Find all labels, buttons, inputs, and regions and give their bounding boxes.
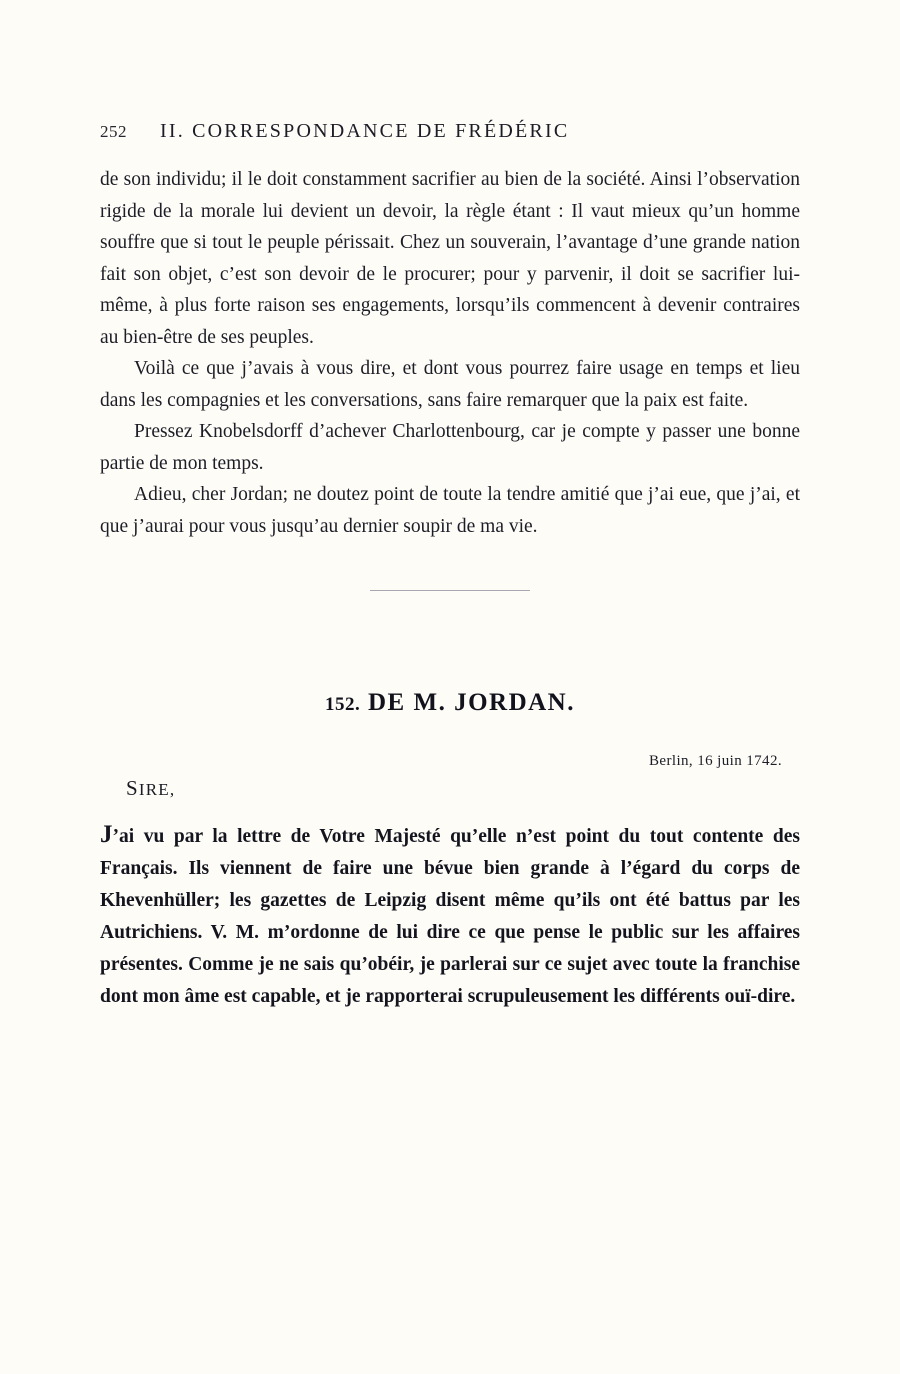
paragraph: Adieu, cher Jordan; ne doutez point de toute la tendre amitié que j’ai eue, que j’ai, et que j’aurai pour vous jusqu’au dernier soupir de ma vie. [100, 484, 800, 537]
salutation-rest: IRE, [138, 780, 176, 799]
salutation-initial: S [126, 776, 139, 800]
page-number: 252 [100, 122, 127, 141]
page [0, 120, 900, 1374]
dateline: Berlin, 16 juin 1742. [649, 753, 782, 769]
letter-number: 152. [325, 694, 361, 715]
drop-cap: J [100, 821, 113, 848]
running-head-title: II. CORRESPONDANCE DE FRÉDÉRIC [160, 120, 570, 142]
letter-heading [100, 689, 800, 717]
paragraph: Pressez Knobelsdorff d’achever Charlottenbourg, car je compte y passer une bonne partie de mon temps. [100, 421, 800, 474]
paragraph-text: ’ai vu par la lettre de Votre Majesté qu’elle n’est point du tout contente des Français. Ils viennent de faire une bévue bien grande à l’égard du corps de Khevenhüller; les gazettes de Leipzig disent même qu’ils ont été battus par les Autrichiens. V. M. m’ordonne de lui dire ce que pense le public sur les affaires présentes. Comme je ne sais qu’obéir, je parlerai sur ce sujet avec toute la franchise dont mon âme est capable, et je rapporterai scrupuleusement les différents ouï-dire. [100, 826, 800, 1007]
letter-continuation-text [100, 164, 800, 542]
running-head [100, 120, 800, 146]
salutation [100, 776, 800, 801]
section-divider-rule [370, 590, 530, 591]
letter-title-text: DE M. JORDAN. [368, 689, 575, 716]
paragraph [100, 819, 800, 1013]
letter-body-text [100, 819, 800, 1013]
paragraph: de son individu; il le doit constamment sacrifier au bien de la société. Ainsi l’observation rigide de la morale lui devient un devoir, la règle étant : Il vaut mieux qu’un homme souffre que si tout le peuple périssait. Chez un souverain, l’avantage d’une grande nation fait son objet, c’est son devoir de le procurer; pour y parvenir, il doit se sacrifier lui-même, à plus forte raison ses engagements, lorsqu’ils commencent à devenir contraires au bien-être de ses peuples. [100, 169, 800, 348]
paragraph: Voilà ce que j’avais à vous dire, et dont vous pourrez faire usage en temps et lieu dans les compagnies et les conversations, sans faire remarquer que la paix est faite. [100, 358, 800, 411]
